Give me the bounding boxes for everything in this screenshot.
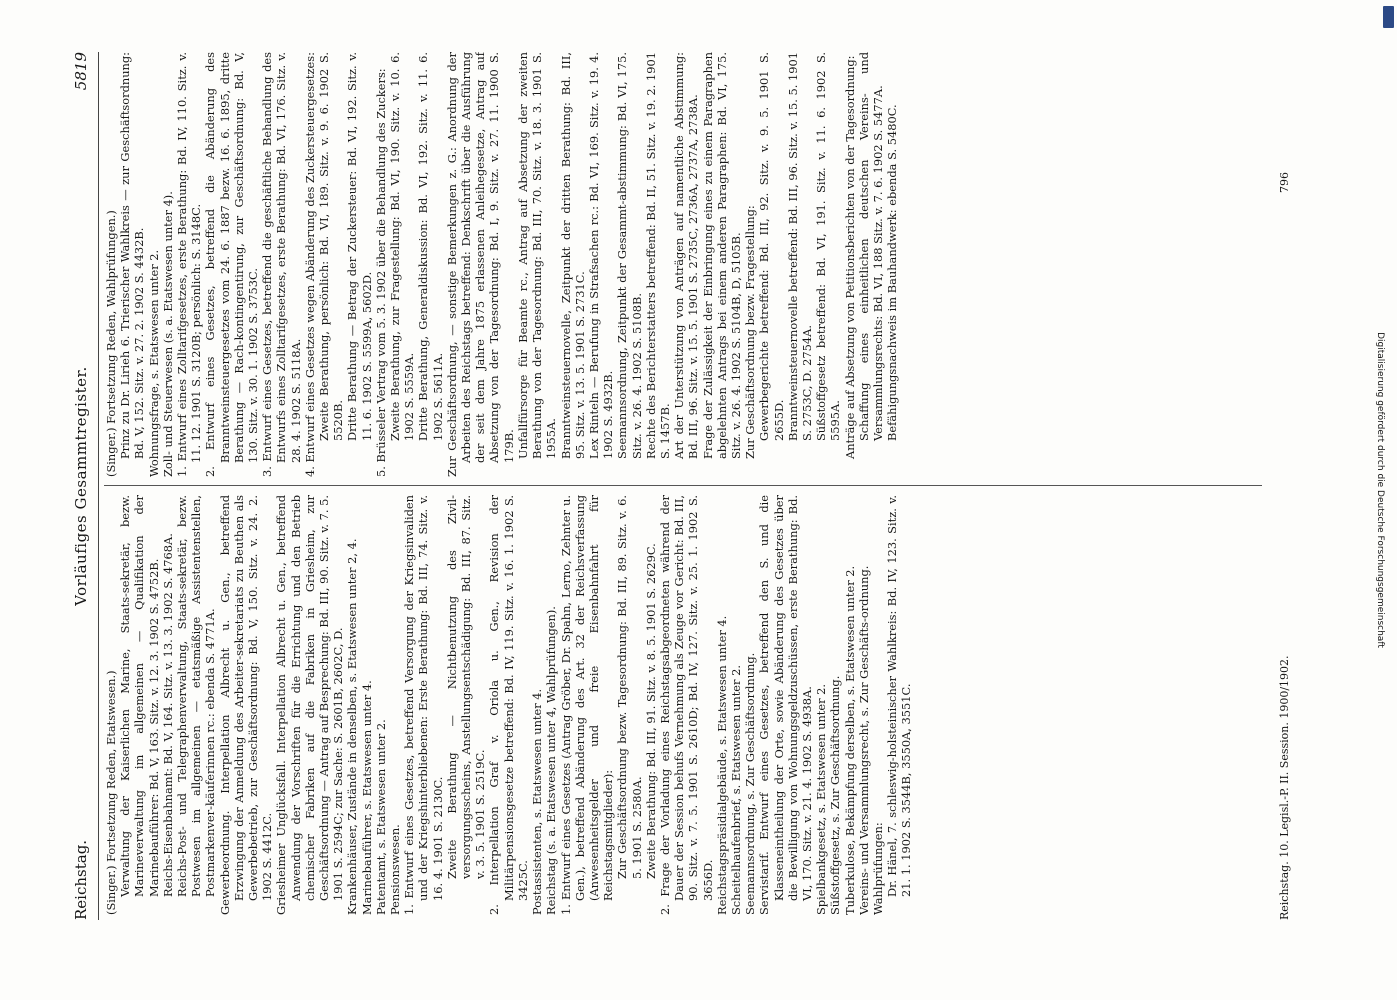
entry: (Singer.) Fortsetzung Reden, Etatswesen.) — [104, 670, 118, 915]
entry: Süßstoffgesetz, s. Zur Geschäftsordnung. — [828, 675, 843, 915]
entry: Reichs-Eisenbahnamt: Bd. V, 164. Sitz. v. 13. 3. 1902 S. 4768A. — [160, 533, 175, 897]
entry: Seemannsordnung, s. Zur Geschäftsordnung. — [743, 652, 758, 915]
entry: Griesheimer Unglücksfall. Interpellation Albrecht u. Gen., betreffend Anwendung der Vorschriften für die Errichtung und den Betrieb chemischer Fabriken auf die Fabriken in Griesheim, zur Geschäftsordnung — Antrag auf Besprechung: Bd. III, 90. Sitz. v. 7. 5. 1901 S. 2594C; zur Sache: S. 2601B, 2602C, D. — [274, 495, 346, 915]
page-header — [68, 52, 96, 920]
entry: Zur Geschäftsordnung bezw. Fragestellung: — [743, 205, 758, 459]
entry: 5. Brüsseler Vertrag vom 5. 3. 1902 über die Behandlung des Zuckers: — [373, 68, 388, 477]
entry: Postassistenten, s. Etatswesen unter 4. — [530, 688, 545, 915]
page-number: 5819 — [72, 52, 90, 91]
entry: Servistarif. Entwurf eines Gesetzes, betreffend den S. und die Klasseneintheilung der Orte, sowie Abänderung des Gesetzes über die Bewilligung von Wohnungsgeldzuschüssen, erste Berathung: Bd. VI, 170. Sitz. v. 21. 4. 1902 S. 4938A. — [757, 495, 814, 915]
entry: Pensionswesen. — [388, 824, 403, 915]
entry: Rechte des Berichterstatters betreffend: Bd. II, 51. Sitz. v. 19. 2. 1901 S. 1457B. — [643, 52, 672, 459]
entry: 1. Entwurf eines Gesetzes, betreffend Versorgung der Kriegsinvaliden und der Kriegshinterbliebenen: Erste Berathung: Bd. III, 74. Sitz. v. 16. 4. 1901 S. 2130C. — [402, 495, 445, 915]
entry: Unfallfürsorge für Beamte rc., Antrag auf Absetzung der zweiten Berathung von der Tagesordnung: Bd. III, 70. Sitz. v. 18. 3. 1901 S. 1955A. — [515, 52, 559, 459]
entry: Zur Geschäftsordnung, — sonstige Bemerkungen z. G.: Anordnung der Arbeiten des Reichstags betreffend: Denkschrift über die Ausführung der seit dem Jahre 1875 erlassenen Anleihegesetze, Antrag auf Absetzung von der Tagesordnung: Bd. I, 9. Sitz. v. 27. 11. 1900 S. 179B. — [444, 52, 516, 477]
page-footer — [1278, 52, 1298, 920]
entry: 2. Interpellation Graf v. Oriola u. Gen., Revision der Militärpensionsgesetze betreffend: Bd. IV, 119. Sitz. v. 16. 1. 1902 S. 3425C. — [487, 495, 530, 915]
entry: Marinebauführer, s. Etatswesen unter 4. — [359, 680, 374, 915]
entry: Scheitelhaufenbrief, s. Etatswesen unter 2. — [728, 665, 743, 915]
entry: Krankenhäuser, Zustände in denselben, s. Etatswesen unter 2, 4. — [345, 538, 360, 915]
entry: Dritte Berathung, Generaldiskussion: Bd. VI, 192. Sitz. v. 11. 6. 1902 S. 5611A. — [416, 52, 445, 441]
entry: Art der Unterstützung von Anträgen auf namentliche Abstimmung: Bd. III, 96. Sitz. v. 15. 5. 1901 S. 2735C, 2736A, 2737A, 2738A. — [672, 52, 701, 459]
entry: Zweite Berathung, zur Fragestellung: Bd. VI, 190. Sitz. v. 10. 6. 1902 S. 5559A. — [388, 52, 417, 441]
entry: Zur Geschäftsordnung bezw. Tagesordnung: Bd. III, 89. Sitz. v. 6. 5. 1901 S. 2580A. — [615, 495, 644, 879]
dfg-logo — [1383, 6, 1394, 28]
footer-session: Reichstag. 10. Legisl.-P. II. Session. 1900/1902. — [1278, 655, 1291, 920]
entry: Prinz zu Dr. Lirieh 6. Trierischer Wahlkreis — zur Geschäftsordnung: Bd. V, 152. Sitz. v. 27. 2. 1902 S. 4432B. — [118, 52, 147, 459]
entry: Reichs-Post- und Telegraphenverwaltung, Staats-sekretär, bezw. Postwesen im allgemeinen — etatsmäßige Assistentenstellen, Postmarkenver-käuferinnen rc.: ebenda S. 4771A. — [175, 495, 218, 897]
digitization-note — [1375, 10, 1389, 990]
entry: Schaffung eines einheitlichen deutschen Vereins- und Versammlungsrechts: Bd. VI, 188 Sitz. v. 7. 6. 1902 S. 5477A. — [856, 52, 885, 441]
entry: Zweite Berathung, persönlich: Bd. VI, 189. Sitz. v. 9. 6. 1902 S. 5520B. — [317, 52, 346, 441]
entry: Verwaltung der Kaiserlichen Marine, Staats-sekretär, bezw. Marineverwaltung im allgemeinen — Qualifikation der Marinebauführer: Bd. V, 163. Sitz. v. 12. 3. 1902 S. 4752B. — [118, 495, 161, 897]
entry: Reichstag (s. a. Etatswesen unter 4, Wahlprüfungen). — [544, 606, 559, 915]
entry: 1. Entwurf eines Zolltarifgesetzes, erste Berathung: Bd. IV, 110. Sitz. v. 11. 12. 1901 S. 3120B; persönlich: S. 3148C. — [175, 52, 204, 477]
entry: Frage der Zulässigkeit der Einbringung eines zu einem Paragraphen abgelehnten Antrags bei einem anderen Paragraphen: Bd. VI, 175. Sitz. v. 26. 4. 1902 S. 5104B, D, 5105B. — [700, 52, 743, 459]
header-rule — [98, 52, 99, 920]
digitization-note-text: Digitalisierung gefördert durch die Deutsche Forschungsgemeinschaft — [1375, 332, 1385, 648]
entry: Befähigungsnachweis im Bauhandwerk: ebenda S. 5480C. — [885, 104, 900, 441]
header-title: Vorläufiges Gesammtregister. — [72, 366, 90, 606]
entry: Anträge auf Absetzung von Petitionsberichten von der Tagesordnung: — [842, 55, 857, 459]
entry: Zoll- und Steuerwesen (s. a. Etatswesen unter 4). — [160, 191, 175, 477]
entry: Dr. Hänel, 7. schleswig-holsteinischer Wahlkreis: Bd. IV, 123. Sitz. v. 21. 1. 1902 S. 3544B, 3550A, 3551C. — [885, 495, 914, 897]
entry: Zweite Berathung: Bd. III, 91. Sitz. v. 8. 5. 1901 S. 2629C. — [643, 543, 658, 879]
entry: 2. Frage der Vorladung eines Reichstagsabgeordneten während der Dauer der Session behufs Vernehmung als Zeuge vor Gericht: Bd. III, 90. Sitz. v. 7. 5. 1901 S. 2610D; Bd. IV, 127. Sitz. v. 25. 1. 1902 S. 3656D. — [657, 495, 715, 915]
entry: Gewerbegerichte betreffend: Bd. III, 92. Sitz. v. 9. 5. 1901 S. 2655D. — [757, 52, 786, 441]
entry: (Singer.) Fortsetzung Reden, Wahlprüfungen.) — [104, 210, 118, 477]
entry: Süßstoffgesetz betreffend: Bd. VI, 191. Sitz. v. 11. 6. 1902 S. 5595A. — [814, 52, 843, 441]
entry: Branntweinsteuernovelle betreffend: Bd. III, 96. Sitz. v. 15. 5. 1901 S. 2753C, D. 2754A. — [785, 52, 814, 441]
entry: Zweite Berathung — Nichtbenutzung des Zivil-versorgungsscheins, Anstellungsentschädigung: Bd. III, 87. Sitz. v. 3. 5. 1901 S. 2519C. — [444, 495, 488, 879]
entry: 4. Entwurf eines Gesetzes wegen Abänderung des Zuckersteuergesetzes: — [302, 52, 317, 477]
entry: Branntweinsteuernovelle, Zeitpunkt der dritten Berathung: Bd. III, 95. Sitz. v. 13. 5. 1901 S. 2731C. — [558, 52, 587, 459]
entry: 3. Entwurf eines Gesetzes, betreffend die geschäftliche Behandlung des Entwurfs eines Zolltarifgesetzes, erste Berathung: Bd. VI, 176. Sitz. v. 28. 4. 1902 S. 5118A. — [260, 52, 303, 477]
entry: Tuberkulose, Bekämpfung derselben, s. Etatswesen unter 2. — [842, 565, 857, 915]
header-left: Reichstag. — [72, 839, 90, 920]
entry: Wohnungsfrage, s. Etatswesen unter 2. — [146, 249, 161, 477]
footer-sheet-number: 796 — [1278, 172, 1291, 193]
entry: Lex Rinteln — Berufung in Strafsachen rc.: Bd. VI, 169. Sitz. v. 19. 4. 1902 S. 4932B. — [586, 52, 616, 459]
entry: 1. Entwurf eines Gesetzes (Antrag Gröber, Dr. Spahn, Lerno, Zehnter u. Gen.), betreffend Abänderung des Art. 32 der Reichsverfassung (Anwesenheitsgelder und freie Eisenbahnfahrt für Reichstagsmitglieder): — [558, 495, 616, 915]
entry: Seemannsordnung, Zeitpunkt der Gesammt-abstimmung: Bd. VI, 175. Sitz. v. 26. 4. 1902 S. 5108B. — [615, 52, 644, 459]
entry: Spielbankgesetz, s. Etatswesen unter 2. — [814, 683, 829, 915]
left-column — [104, 495, 1274, 915]
entry: Patentamt, s. Etatswesen unter 2. — [373, 719, 388, 915]
right-column — [104, 52, 1274, 477]
column-divider — [104, 485, 1262, 486]
entry: 2. Entwurf eines Gesetzes, betreffend die Abänderung des Branntweinsteuergesetzes vom 24. 6. 1887 bezw. 16. 6. 1895, dritte Berathung — Rach-kontingentirung, zur Geschäftsordnung: Bd. V, 130. Sitz. v. 30. 1. 1902 S. 3753C. — [203, 52, 261, 477]
entry: Reichstagspräsidialgebäude, s. Etatswesen unter 4. — [714, 615, 729, 915]
entry: Vereins- und Versammlungsrecht, s. Zur Geschäfts-ordnung. — [856, 565, 871, 915]
entry: Wahlprüfungen: — [870, 822, 885, 915]
entry: Gewerbeordnung. Interpellation Albrecht u. Gen., betreffend Erzwingung der Anmeldung des Arbeiter-sekretariats zu Beuthen als Gewerbebetrieb, zur Geschäftsordnung: Bd. V, 150. Sitz. v. 24. 2. 1902 S. 4412C. — [217, 495, 275, 915]
entry: Dritte Berathung — Betrag der Zuckersteuer: Bd. VI, 192. Sitz. v. 11. 6. 1902 S. 5599A, 5602D. — [345, 52, 374, 441]
